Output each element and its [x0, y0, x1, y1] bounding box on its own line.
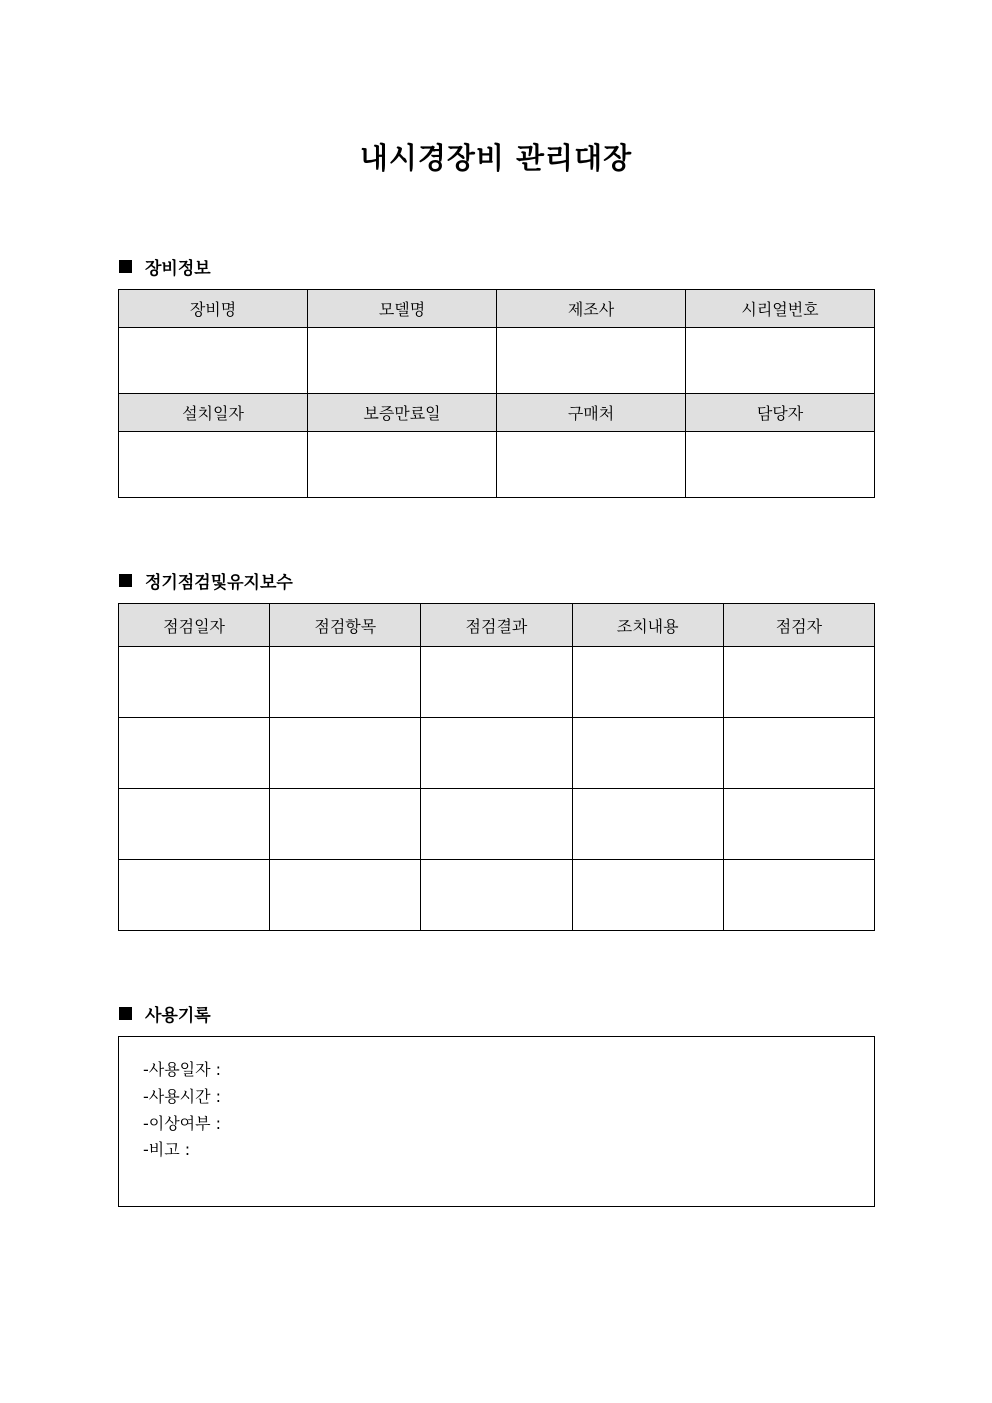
input-cell[interactable] — [119, 860, 270, 931]
header-cell-manager: 담당자 — [686, 394, 875, 432]
input-cell[interactable] — [119, 718, 270, 789]
input-cell[interactable] — [723, 789, 874, 860]
input-cell-manufacturer[interactable] — [497, 328, 686, 394]
page-title: 내시경장비 관리대장 — [359, 141, 633, 175]
input-cell[interactable] — [270, 718, 421, 789]
section-heading-label: 사용기록 — [145, 1006, 211, 1026]
header-cell-inspection-date: 점검일자 — [119, 604, 270, 647]
header-cell-model-name: 모델명 — [308, 290, 497, 328]
input-cell-install-date[interactable] — [119, 432, 308, 498]
input-cell-model-name[interactable] — [308, 328, 497, 394]
header-cell-vendor: 구매처 — [497, 394, 686, 432]
input-cell[interactable] — [421, 789, 572, 860]
inspection-table — [118, 603, 875, 931]
table-row — [119, 718, 875, 789]
input-cell[interactable] — [270, 789, 421, 860]
header-cell-warranty-expiry: 보증만료일 — [308, 394, 497, 432]
input-cell[interactable] — [421, 860, 572, 931]
input-cell[interactable] — [572, 647, 723, 718]
section-heading-inspection — [119, 568, 293, 593]
table-header-row — [119, 290, 875, 328]
table-row — [119, 328, 875, 394]
usage-line-remarks: -비고 : — [143, 1140, 191, 1159]
usage-line-anomaly: -이상여부 : — [143, 1114, 222, 1133]
usage-line-date: -사용일자 : — [143, 1060, 222, 1079]
input-cell-equipment-name[interactable] — [119, 328, 308, 394]
input-cell[interactable] — [723, 647, 874, 718]
input-cell[interactable] — [572, 789, 723, 860]
header-cell-inspection-result: 점검결과 — [421, 604, 572, 647]
input-cell[interactable] — [723, 860, 874, 931]
header-cell-action-taken: 조치내용 — [572, 604, 723, 647]
header-cell-inspector: 점검자 — [723, 604, 874, 647]
input-cell[interactable] — [572, 860, 723, 931]
section-heading-label: 장비정보 — [145, 259, 211, 279]
input-cell[interactable] — [119, 647, 270, 718]
table-row — [119, 647, 875, 718]
input-cell[interactable] — [270, 647, 421, 718]
header-cell-serial-number: 시리얼번호 — [686, 290, 875, 328]
input-cell[interactable] — [421, 647, 572, 718]
input-cell[interactable] — [119, 789, 270, 860]
usage-line-time: -사용시간 : — [143, 1087, 222, 1106]
header-cell-inspection-item: 점검항목 — [270, 604, 421, 647]
square-bullet-icon — [119, 1007, 132, 1020]
table-header-row — [119, 604, 875, 647]
table-row — [119, 860, 875, 931]
equipment-info-table — [118, 289, 875, 498]
section-heading-equipment — [119, 254, 211, 279]
input-cell-warranty-expiry[interactable] — [308, 432, 497, 498]
table-row — [119, 789, 875, 860]
section-heading-label: 정기점검및유지보수 — [145, 573, 293, 593]
input-cell-manager[interactable] — [686, 432, 875, 498]
header-cell-install-date: 설치일자 — [119, 394, 308, 432]
input-cell[interactable] — [270, 860, 421, 931]
square-bullet-icon — [119, 260, 132, 273]
input-cell-serial-number[interactable] — [686, 328, 875, 394]
input-cell[interactable] — [421, 718, 572, 789]
section-heading-usage — [119, 1001, 211, 1026]
table-row — [119, 432, 875, 498]
input-cell[interactable] — [572, 718, 723, 789]
input-cell-vendor[interactable] — [497, 432, 686, 498]
input-cell[interactable] — [723, 718, 874, 789]
table-header-row — [119, 394, 875, 432]
header-cell-equipment-name: 장비명 — [119, 290, 308, 328]
header-cell-manufacturer: 제조사 — [497, 290, 686, 328]
usage-record-box[interactable] — [118, 1036, 875, 1207]
square-bullet-icon — [119, 574, 132, 587]
